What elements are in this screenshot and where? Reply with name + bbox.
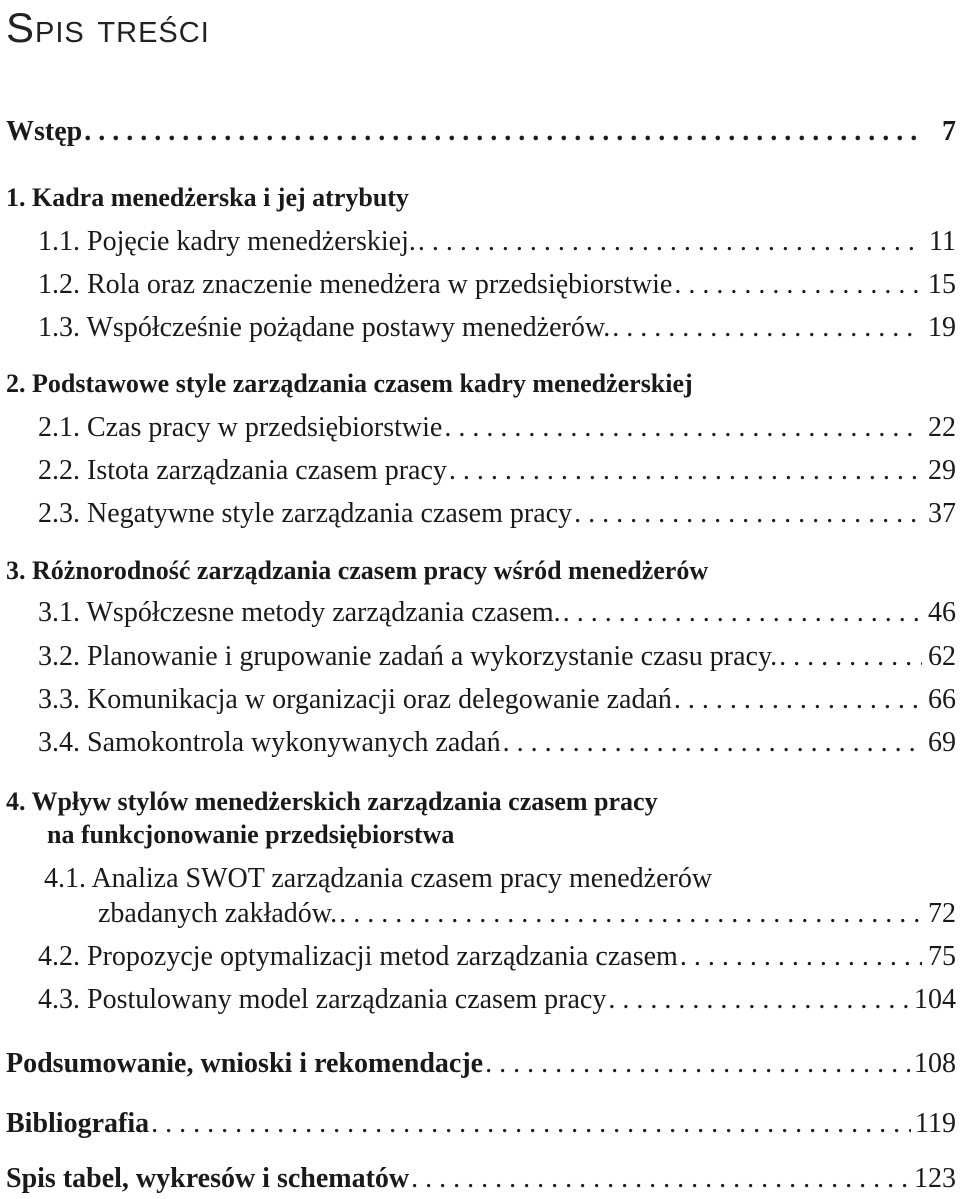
dot-leader — [503, 726, 922, 760]
toc-page-number: 66 — [928, 684, 956, 715]
toc-page-number: 119 — [915, 1108, 956, 1139]
toc-entry-summary[interactable] — [0, 1047, 956, 1081]
toc-entry[interactable] — [0, 268, 956, 302]
dot-leader — [151, 1107, 911, 1141]
toc-page-number: 69 — [928, 727, 956, 758]
chapter-heading-2: 2. Podstawowe style zarządzania czasem kadry menedżerskiej — [6, 369, 693, 398]
toc-entry[interactable] — [0, 683, 956, 717]
toc-entry-label: Bibliografia — [6, 1108, 150, 1139]
toc-page-number: 15 — [928, 269, 956, 300]
toc-entry[interactable] — [0, 311, 956, 345]
toc-page-number: 108 — [914, 1048, 956, 1079]
toc-entry[interactable] — [0, 897, 956, 931]
toc-page-number: 11 — [929, 226, 956, 257]
toc-entry-label: 3.3. Komunikacja w organizacji oraz delegowanie zadań — [38, 684, 672, 715]
chapter-heading-1: 1. Kadra menedżerska i jej atrybuty — [6, 183, 409, 212]
toc-page-number: 7 — [942, 116, 956, 147]
page-title: Spis treści — [6, 4, 210, 51]
toc-entry-intro[interactable] — [0, 115, 956, 149]
toc-entry[interactable] — [0, 596, 956, 630]
chapter-heading-3: 3. Różnorodność zarządzania czasem pracy wśród menedżerów — [6, 556, 709, 585]
dot-leader — [612, 311, 922, 345]
toc-entry-figures[interactable] — [0, 1162, 956, 1196]
toc-entry-label: 4.2. Propozycje optymalizacji metod zarządzania czasem — [38, 941, 678, 972]
toc-page-number: 75 — [928, 941, 956, 972]
dot-leader — [418, 225, 922, 259]
toc-page-number: 62 — [928, 641, 956, 672]
toc-page-number: 46 — [928, 597, 956, 628]
dot-leader — [680, 940, 922, 974]
toc-entry[interactable] — [0, 225, 956, 259]
dot-leader — [574, 497, 922, 531]
chapter-heading-4: 4. Wpływ stylów menedżerskich zarządzania czasem pracy — [6, 787, 658, 816]
dot-leader — [411, 1162, 910, 1196]
chapter-heading-4-line2: na funkcjonowanie przedsiębiorstwa — [47, 820, 455, 849]
toc-entry-label: 1.3. Współcześnie pożądane postawy menedżerów. — [38, 312, 611, 343]
dot-leader — [674, 268, 922, 302]
toc-entry-label: 1.2. Rola oraz znaczenie menedżera w przedsiębiorstwie — [38, 269, 673, 300]
toc-entry[interactable] — [0, 454, 956, 488]
dot-leader — [339, 897, 922, 931]
toc-page-number: 72 — [928, 898, 956, 929]
dot-leader — [779, 640, 922, 674]
dot-leader — [563, 596, 922, 630]
toc-entry-label-cont: zbadanych zakładów. — [98, 898, 338, 929]
toc-entry-label: Spis tabel, wykresów i schematów — [6, 1163, 410, 1194]
dot-leader — [449, 454, 922, 488]
dot-leader — [444, 411, 922, 445]
toc-entry-label: 2.1. Czas pracy w przedsiębiorstwie — [38, 412, 443, 443]
toc-entry-label: 2.2. Istota zarządzania czasem pracy — [38, 455, 447, 486]
toc-entry-label: 3.4. Samokontrola wykonywanych zadań — [38, 727, 501, 758]
toc-entry-label: 3.1. Współczesne metody zarządzania czasem. — [38, 597, 561, 628]
toc-entry[interactable] — [0, 940, 956, 974]
toc-entry-label: 4.3. Postulowany model zarządzania czasem pracy — [38, 984, 607, 1015]
toc-entry-label: 3.2. Planowanie i grupowanie zadań a wykorzystanie czasu pracy. — [38, 641, 778, 672]
dot-leader — [485, 1047, 910, 1081]
dot-leader — [674, 683, 922, 717]
toc-entry-label: 2.3. Negatywne style zarządzania czasem pracy — [38, 498, 573, 529]
dot-leader — [608, 983, 910, 1017]
toc-entry-label: Wstęp — [6, 116, 83, 147]
toc-entry-bibliography[interactable] — [0, 1107, 956, 1141]
toc-entry[interactable] — [0, 640, 956, 674]
dot-leader — [84, 115, 922, 149]
toc-entry[interactable] — [0, 497, 956, 531]
toc-entry[interactable] — [0, 411, 956, 445]
toc-entry-label: 1.1. Pojęcie kadry menedżerskiej. — [38, 226, 416, 257]
toc-page-number: 29 — [928, 455, 956, 486]
toc-page-number: 37 — [928, 498, 956, 529]
toc-page-number: 123 — [914, 1163, 956, 1194]
toc-entry-label[interactable]: 4.1. Analiza SWOT zarządzania czasem pracy menedżerów — [44, 863, 713, 894]
toc-entry[interactable] — [0, 983, 956, 1017]
toc-entry[interactable] — [0, 726, 956, 760]
toc-page-number: 22 — [928, 412, 956, 443]
toc-page-number: 19 — [928, 312, 956, 343]
toc-page-number: 104 — [914, 984, 956, 1015]
toc-entry-label: Podsumowanie, wnioski i rekomendacje — [6, 1048, 484, 1079]
